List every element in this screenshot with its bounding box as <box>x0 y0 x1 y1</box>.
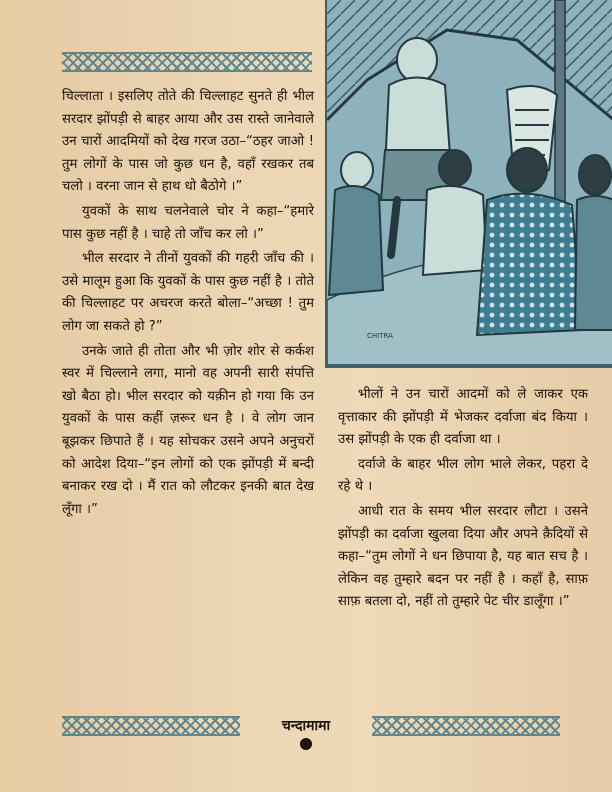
paragraph: भीलों ने उन चारों आदमों को ले जाकर एक वृत्ताकार की झोंपड़ी में भेजकर दर्वाजा बंद किया । उस झोंपड़ी के एक ही दर्वाजा था । <box>338 387 588 448</box>
story-illustration <box>325 0 612 368</box>
top-decorative-border <box>62 52 312 72</box>
illustration-drawing <box>327 0 612 365</box>
paragraph: युवकों के साथ चलनेवाले चोर ने कहा–“हमारे पास कुछ नहीं है । चाहे तो जाँच कर लो ।” <box>62 203 314 242</box>
paragraph: उनके जाते ही तोता और भी ज़ोर शोर से कर्कश स्वर में चिल्लाने लगा, मानो वह अपनी सारी संपत्ति खो बैठा हो। भील सरदार को यक़ीन हो गया कि उन युवकों के पास कहीं ज़रूर धन है । वे लोग जान बूझकर छिपाते हैं । यह सोचकर उसने अपने अनुचरों को आदेश दिया–“इन लोगों को एक झोंपड़ी में बन्दी बनाकर रख दो । मैं रात को लौटकर इनकी बात देख लूँगा ।” <box>62 343 314 517</box>
paragraph: आधी रात के समय भील सरदार लौटा । उसने झोंपड़ी का दर्वाजा खुलवा दिया और अपने क़ैदियों से कहा–“तुम लोगों ने धन छिपाया है, यह बात सच है । लेकिन वह तुम्हारे बदन पर नहीं है । कहाँ है, साफ़ साफ़ बतला दो, नहीं तो तुम्हारे पेट चीर डालूँगा ।” <box>338 503 588 610</box>
page-number-mark <box>300 738 312 750</box>
footer-border-right <box>372 716 560 736</box>
magazine-name: चन्दामामा <box>281 718 331 734</box>
left-text-column <box>62 86 314 523</box>
artist-signature: CHITRA <box>367 332 393 340</box>
paragraph: भील सरदार ने तीनों युवकों की गहरी जाँच की । उसे मालूम हुआ कि युवकों के पास कुछ नहीं है । तोते की चिल्लाहट पर अचरज करते बोला–“अच्छा ! तुम लोग जा सकते हो ?” <box>62 251 314 334</box>
footer-border-left <box>62 716 240 736</box>
right-text-column <box>338 384 588 616</box>
paragraph: चिल्लाता । इसलिए तोते की चिल्लाहट सुनते ही भील सरदार झोंपड़ी से बाहर आया और उस रास्ते जानेवाले उन चारों आदमियों को देख गरज उठा–“ठहर जाओ ! तुम लोगों के पास जो कुछ धन है, वहाँ रखकर तब चलो । वरना जान से हाथ धो बैठोगे ।” <box>62 89 314 195</box>
paragraph: दर्वाजे के बाहर भील लोग भाले लेकर, पहरा दे रहे थे । <box>338 456 588 495</box>
